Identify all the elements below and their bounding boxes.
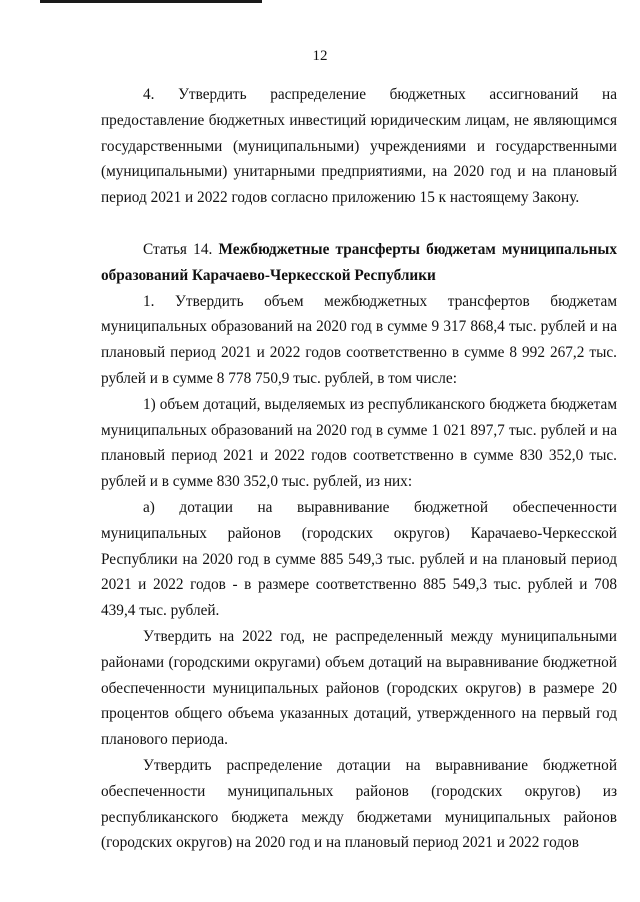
paragraph-equalization-subsidies: а) дотации на выравнивание бюджетной обеспеченности муниципальных районов (городских округов) Карачаево-Черкесской Республики на 2020 год в сумме 885 549,3 тыс. рублей и на плановый период 2021 и 2022 годов - в размере соответственно 885 549,3 тыс. рублей и 708 439,4 тыс. рублей.	[101, 498, 617, 620]
article-number: Статья 14.	[143, 240, 219, 258]
article-title: Межбюджетные трансферты бюджетам муниципальных образований Карачаево-Черкесской Республики	[101, 240, 618, 284]
top-rule	[40, 0, 262, 3]
spacer	[101, 211, 617, 237]
document-body	[101, 82, 617, 856]
paragraph-subsidies: 1) объем дотаций, выделяемых из республиканского бюджета бюджетам муниципальных образований на 2020 год в сумме 1 021 897,7 тыс. рублей и на плановый период 2021 и 2022 годов соответственно в сумме 830 352,0 тыс. рублей и в сумме 830 352,0 тыс. рублей, из них:	[101, 395, 617, 491]
paragraph-investments: 4. Утвердить распределение бюджетных ассигнований на предоставление бюджетных инвестиций юридическим лицам, не являющимся государственными (муниципальными) учреждениями и государственными (муниципальными) унитарными предприятиями, на 2020 год и на плановый период 2021 и 2022 годов согласно приложению 15 к настоящему Закону.	[101, 86, 617, 207]
paragraph-undistributed-2022: Утвердить на 2022 год, не распределенный между муниципальными районами (городскими округами) объем дотаций на выравнивание бюджетной обеспеченности муниципальных районов (городских округов) в размере 20 процентов общего объема указанных дотаций, утвержденного на первый год планового периода.	[101, 627, 617, 749]
article-14-heading	[101, 237, 617, 289]
page-number: 12	[312, 48, 328, 64]
paragraph-transfers-total: 1. Утвердить объем межбюджетных трансфертов бюджетам муниципальных образований на 2020 год в сумме 9 317 868,4 тыс. рублей и на плановый период 2021 и 2022 годов соответственно в сумме 8 992 267,2 тыс. рублей и в сумме 8 778 750,9 тыс. рублей, в том числе:	[101, 292, 617, 387]
paragraph-distribution: Утвердить распределение дотации на выравнивание бюджетной обеспеченности муниципальных районов (городских округов) из республиканского бюджета между бюджетами муниципальных районов (городских округов) на 2020 год и на плановый период 2021 и 2022 годов	[101, 756, 617, 852]
